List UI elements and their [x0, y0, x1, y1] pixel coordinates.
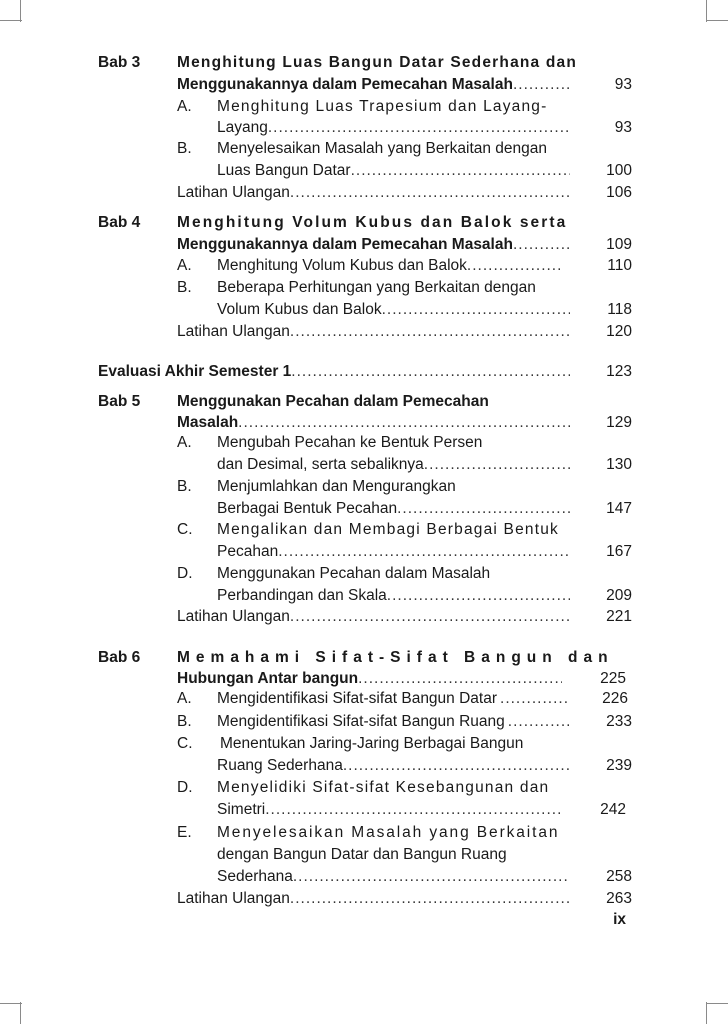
chapter-title: Menghitung Luas Bangun Datar Sederhana dan [177, 54, 578, 71]
section-letter: A. [177, 690, 192, 707]
toc-entry[interactable] [177, 321, 570, 343]
toc-entry[interactable] [177, 74, 570, 96]
crop-mark-bottom-left-h [0, 1003, 22, 1004]
toc-entry[interactable] [177, 668, 570, 690]
toc-entry[interactable] [177, 606, 570, 628]
crop-mark-bottom-right-v [706, 1002, 707, 1024]
section-title: Menghitung Luas Trapesium dan Layang- [217, 98, 548, 115]
page-number: 233 [606, 713, 632, 730]
chapter-title-cont: Menggunakannya dalam Pemecahan Masalah [177, 236, 513, 253]
section-letter: A. [177, 257, 192, 274]
page-number: 100 [606, 162, 632, 179]
page-number: 209 [606, 587, 632, 604]
section-title: Beberapa Perhitungan yang Berkaitan dengan [217, 279, 536, 296]
leader-dots [343, 755, 570, 777]
section-title-cont: Luas Bangun Datar [217, 162, 351, 179]
latihan-label: Latihan Ulangan [177, 608, 290, 625]
latihan-label: Latihan Ulangan [177, 323, 290, 340]
section-title: Mengubah Pecahan ke Bentuk Persen [217, 434, 483, 451]
page-number: 147 [606, 500, 632, 517]
crop-mark-top-left-v [20, 0, 21, 22]
section-letter: B. [177, 140, 192, 157]
leader-dots [290, 182, 570, 204]
page-number: 109 [606, 236, 632, 253]
section-title-cont: Volum Kubus dan Balok [217, 301, 382, 318]
toc-entry[interactable] [217, 755, 570, 777]
section-title: Menghitung Volum Kubus dan Balok [217, 257, 467, 274]
leader-dots [351, 160, 570, 182]
page-number: 106 [606, 184, 632, 201]
toc-entry[interactable] [177, 234, 570, 256]
page-number: 120 [606, 323, 632, 340]
section-title: Menggunakan Pecahan dalam Masalah [217, 565, 491, 582]
leader-dots [268, 117, 570, 139]
section-title-cont: dengan Bangun Datar dan Bangun Ruang [217, 846, 507, 863]
toc-entry[interactable] [217, 688, 570, 710]
chapter-label: Bab 6 [98, 649, 141, 666]
chapter-title: Menghitung Volum Kubus dan Balok serta [177, 214, 568, 231]
leader-dots [290, 888, 570, 910]
latihan-label: Latihan Ulangan [177, 184, 290, 201]
leader-dots [513, 74, 570, 96]
section-title: Menjumlahkan dan Mengurangkan [217, 478, 456, 495]
section-title-cont: Pecahan [217, 543, 279, 560]
page-number: 263 [606, 890, 632, 907]
crop-mark-bottom-right-h [706, 1003, 728, 1004]
section-letter: B. [177, 478, 192, 495]
page-number: 239 [606, 757, 632, 774]
toc-entry[interactable] [217, 255, 570, 277]
toc-entry[interactable] [217, 866, 570, 888]
page-number: 93 [614, 119, 632, 136]
crop-mark-bottom-left-v [20, 1002, 21, 1024]
section-title-cont: Berbagai Bentuk Pecahan [217, 500, 398, 517]
latihan-label: Latihan Ulangan [177, 890, 290, 907]
section-title: Menyelidiki Sifat-sifat Kesebangunan dan [217, 779, 550, 796]
page-number: 118 [607, 301, 632, 318]
chapter-label: Bab 4 [98, 214, 141, 231]
section-title-cont: Layang [217, 119, 268, 136]
leader-dots [278, 541, 570, 563]
leader-dots [382, 299, 570, 321]
section-title: Mengidentifikasi Sifat-sifat Bangun Datar [217, 690, 498, 707]
crop-mark-top-left-h [0, 20, 22, 21]
toc-entry[interactable] [217, 117, 570, 139]
page-number: 221 [606, 608, 632, 625]
crop-mark-top-right-h [706, 20, 728, 21]
leader-dots [424, 454, 570, 476]
toc-entry[interactable] [217, 541, 570, 563]
page-number: 258 [606, 868, 632, 885]
section-title: Menyelesaikan Masalah yang Berkaitan [217, 824, 560, 841]
toc-entry[interactable] [217, 799, 562, 821]
toc-entry[interactable] [217, 454, 570, 476]
page-number: 226 [602, 690, 628, 707]
leader-dots [513, 234, 570, 256]
leader-dots [508, 711, 570, 733]
chapter-title-cont: Masalah [177, 414, 239, 431]
chapter-title-cont: Hubungan Antar bangun [177, 670, 359, 687]
toc-entry[interactable] [177, 888, 570, 910]
chapter-title: Menggunakan Pecahan dalam Pemecahan [177, 393, 489, 410]
section-title: Menyelesaikan Masalah yang Berkaitan dengan [217, 140, 548, 157]
toc-entry[interactable] [217, 299, 570, 321]
leader-dots [238, 412, 570, 434]
page-number: 167 [606, 543, 632, 560]
page-number: 123 [606, 363, 632, 380]
leader-dots [500, 688, 570, 710]
page-number: 130 [606, 456, 632, 473]
section-letter: B. [177, 279, 192, 296]
section-letter: C. [177, 735, 193, 752]
section-title: Mengalikan dan Membagi Berbagai Bentuk [217, 521, 560, 538]
chapter-title-cont: Menggunakannya dalam Pemecahan Masalah [177, 76, 513, 93]
evaluasi-label: Evaluasi Akhir Semester 1 [98, 363, 292, 380]
chapter-label: Bab 5 [98, 393, 141, 410]
section-title-cont: Ruang Sederhana [217, 757, 343, 774]
leader-dots [290, 321, 570, 343]
toc-entry[interactable] [217, 498, 570, 520]
toc-entry[interactable] [177, 182, 570, 204]
section-title-cont: Sederhana [217, 868, 293, 885]
section-letter: B. [177, 713, 192, 730]
section-letter: C. [177, 521, 193, 538]
leader-dots [397, 498, 570, 520]
toc-entry[interactable] [217, 711, 570, 733]
section-title: Menentukan Jaring-Jaring Berbagai Bangun [220, 735, 524, 752]
crop-mark-top-right-v [706, 0, 707, 22]
chapter-title: Memahami Sifat-Sifat Bangun dan [177, 649, 614, 666]
section-letter: D. [177, 565, 193, 582]
toc-entry[interactable] [217, 585, 570, 607]
leader-dots [467, 255, 560, 277]
page-number: 242 [600, 801, 626, 818]
chapter-label: Bab 3 [98, 54, 141, 71]
toc-entry[interactable] [217, 160, 570, 182]
leader-dots [291, 361, 570, 383]
section-letter: E. [177, 824, 192, 841]
leader-dots [387, 585, 570, 607]
page-number: 225 [600, 670, 626, 687]
section-letter: A. [177, 434, 192, 451]
leader-dots [358, 668, 562, 690]
section-title-cont: Perbandingan dan Skala [217, 587, 387, 604]
folio-page-number: ix [613, 911, 626, 928]
toc-entry[interactable] [177, 412, 570, 434]
page-number: 93 [614, 76, 632, 93]
section-letter: D. [177, 779, 193, 796]
toc-entry[interactable] [98, 361, 570, 383]
leader-dots [265, 799, 562, 821]
section-title-cont: Simetri [217, 801, 266, 818]
section-letter: A. [177, 98, 192, 115]
leader-dots [290, 606, 570, 628]
page-number: 129 [606, 414, 632, 431]
page-number: 110 [607, 257, 632, 274]
leader-dots [293, 866, 570, 888]
section-title: Mengidentifikasi Sifat-sifat Bangun Ruang [217, 713, 505, 730]
section-title-cont: dan Desimal, serta sebaliknya [217, 456, 424, 473]
